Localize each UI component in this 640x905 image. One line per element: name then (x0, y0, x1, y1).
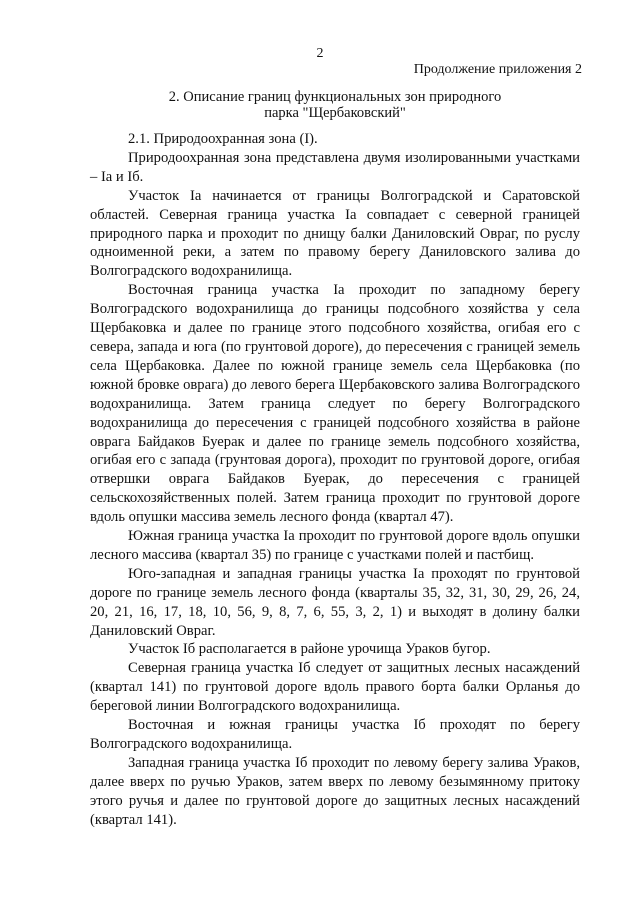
paragraph: Участок Iб располагается в районе урочища Ураков бугор. (128, 641, 491, 658)
continuation-note: Продолжение приложения 2 (413, 62, 582, 77)
page-number: 2 (316, 46, 324, 61)
paragraph: Природоохранная зона представлена двумя изолированными участками – Iа и Iб. (90, 149, 580, 185)
paragraph: Участок Iа начинается от границы Волгоградской и Саратовской областей. Северная граница участка Iа совпадает с северной границей природного парка и проходит по днищу балки Даниловский Овраг, по руслу одноименной реки, а затем по правому берегу Даниловского залива до Волгоградского водохранилища. (90, 187, 580, 280)
paragraph: Северная граница участка Iб следует от защитных лесных насаждений (квартал 141) по грунтовой дороге вдоль правого борта балки Орланья до береговой линии Волгоградского водохранилища. (90, 660, 580, 715)
section-heading-line-1: 2. Описание границ функциональных зон природного (168, 89, 502, 105)
paragraph: Южная граница участка Iа проходит по грунтовой дороге вдоль опушки лесного массива (квартал 35) по границе с участками полей и пастбищ. (90, 528, 580, 563)
paragraph: Восточная граница участка Iа проходит по западному берегу Волгоградского водохранилища до границы подсобного хозяйства у села Щербаковка и далее по границе этого подсобного хозяйства, огибая его с севера, запада и юга (по грунтовой дороге), до пересечения с границей земель села Щербаковка. Далее по южной границе земель села Щербаковка (по южной бровке оврага) до левого берега Щербаковского залива Волгоградского водохранилища. Затем граница следует по берегу Волгоградского водохранилища до пересечения с границей подсобного хозяйства в районе оврага Байдаков Буерак и далее по границе земель подсобного хозяйства, огибая его с запада (грунтовая дорога), проходит по грунтовой дороге, огибая отвершки оврага Байдаков Буерак, до пересечения с границей сельскохозяйственных полей. Затем граница проходит по грунтовой дороге вдоль опушки массива земель лесного фонда (квартал 47). (90, 282, 580, 526)
subsection-heading: 2.1. Природоохранная зона (I). (128, 131, 318, 147)
document-body (90, 130, 580, 830)
section-heading-line-2: парка "Щербаковский" (264, 105, 406, 121)
paragraph: Восточная и южная границы участка Iб проходят по берегу Волгоградского водохранилища. (90, 717, 580, 752)
paragraph: Западная граница участка Iб проходит по левому берегу залива Ураков, далее вверх по ручью Ураков, затем вверх по левому безымянному притоку этого ручья и далее по грунтовой дороге до защитных лесных насаждений (квартал 141). (90, 754, 580, 828)
section-heading (90, 89, 580, 121)
paragraph: Юго-западная и западная границы участка Iа проходят по грунтовой дороге по границе земель лесного фонда (кварталы 35, 32, 31, 30, 29, 26, 24, 20, 21, 16, 17, 18, 10, 56, 9, 8, 7, 6, 55, 3, 2, 1) и выходят в долину балки Даниловский Овраг. (90, 565, 580, 639)
